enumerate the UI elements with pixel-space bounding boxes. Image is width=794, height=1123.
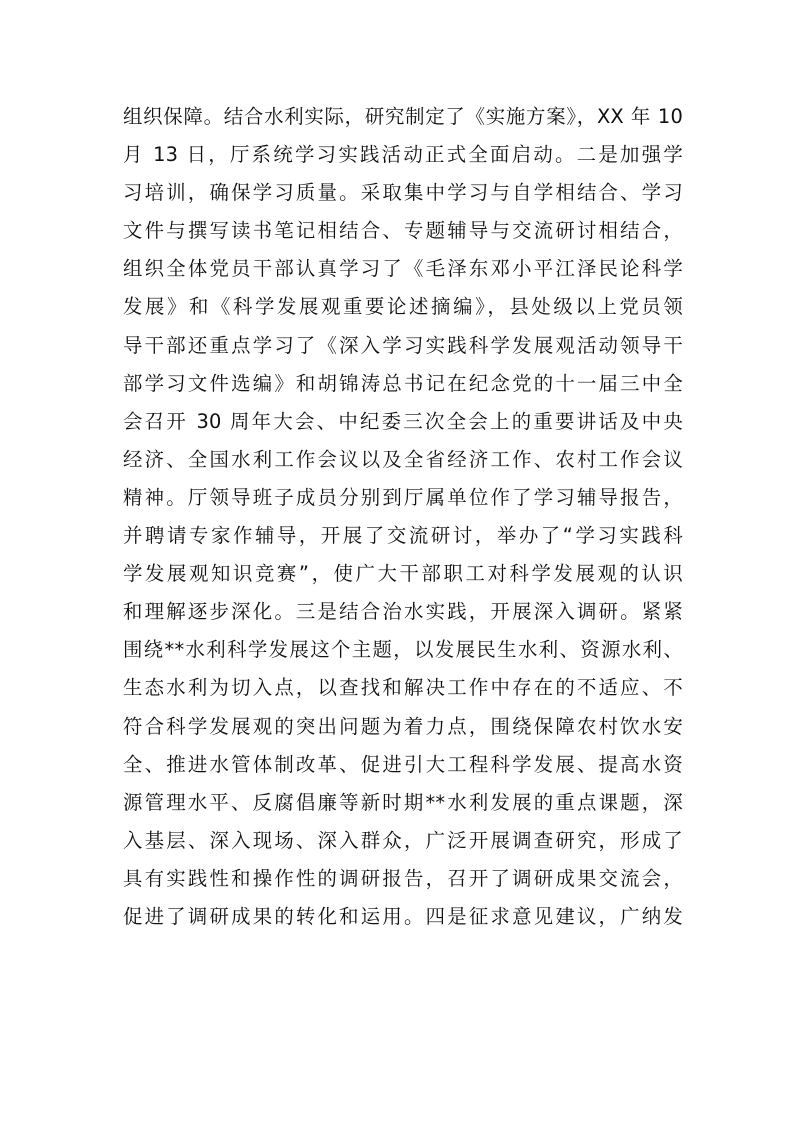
text-line: 促进了调研成果的转化和运用。四是征求意见建议，广纳发	[123, 904, 683, 928]
text-line: 经济、全国水利工作会议以及全省经济工作、农村工作会议	[123, 447, 683, 471]
text-line: 组织全体党员干部认真学习了《毛泽东邓小平江泽民论科学	[123, 257, 683, 281]
text-line: 会召开 30 周年大会、中纪委三次全会上的重要讲话及中央	[123, 409, 683, 433]
text-line: 生态水利为切入点，以查找和解决工作中存在的不适应、不	[123, 676, 683, 700]
text-line: 学发展观知识竞赛”，使广大干部职工对科学发展观的认识	[123, 562, 683, 586]
text-line: 并聘请专家作辅导，开展了交流研讨，举办了“学习实践科	[123, 524, 683, 548]
text-line: 全、推进水管体制改革、促进引大工程科学发展、提高水资	[123, 752, 683, 776]
text-line: 导干部还重点学习了《深入学习实践科学发展观活动领导干	[123, 333, 683, 357]
text-line: 部学习文件选编》和胡锦涛总书记在纪念党的十一届三中全	[123, 371, 683, 395]
text-line: 源管理水平、反腐倡廉等新时期**水利发展的重点课题，深	[123, 790, 683, 814]
text-line: 文件与撰写读书笔记相结合、专题辅导与交流研讨相结合，	[123, 219, 683, 243]
text-line: 入基层、深入现场、深入群众，广泛开展调查研究，形成了	[123, 828, 683, 852]
text-line: 组织保障。结合水利实际，研究制定了《实施方案》，XX 年 10	[123, 105, 683, 128]
text-line: 围绕**水利科学发展这个主题，以发展民生水利、资源水利、	[123, 638, 683, 662]
text-line: 符合科学发展观的突出问题为着力点，围绕保障农村饮水安	[123, 714, 683, 738]
text-line: 习培训，确保学习质量。采取集中学习与自学相结合、学习	[123, 181, 683, 205]
text-line: 发展》和《科学发展观重要论述摘编》，县处级以上党员领	[123, 295, 683, 319]
body-paragraph	[123, 98, 683, 936]
text-line: 和理解逐步深化。三是结合治水实践，开展深入调研。紧紧	[123, 600, 683, 624]
text-line: 具有实践性和操作性的调研报告，召开了调研成果交流会，	[123, 866, 683, 890]
text-line: 月 13 日，厅系统学习实践活动正式全面启动。二是加强学	[123, 143, 683, 167]
text-line: 精神。厅领导班子成员分别到厅属单位作了学习辅导报告，	[123, 485, 683, 509]
